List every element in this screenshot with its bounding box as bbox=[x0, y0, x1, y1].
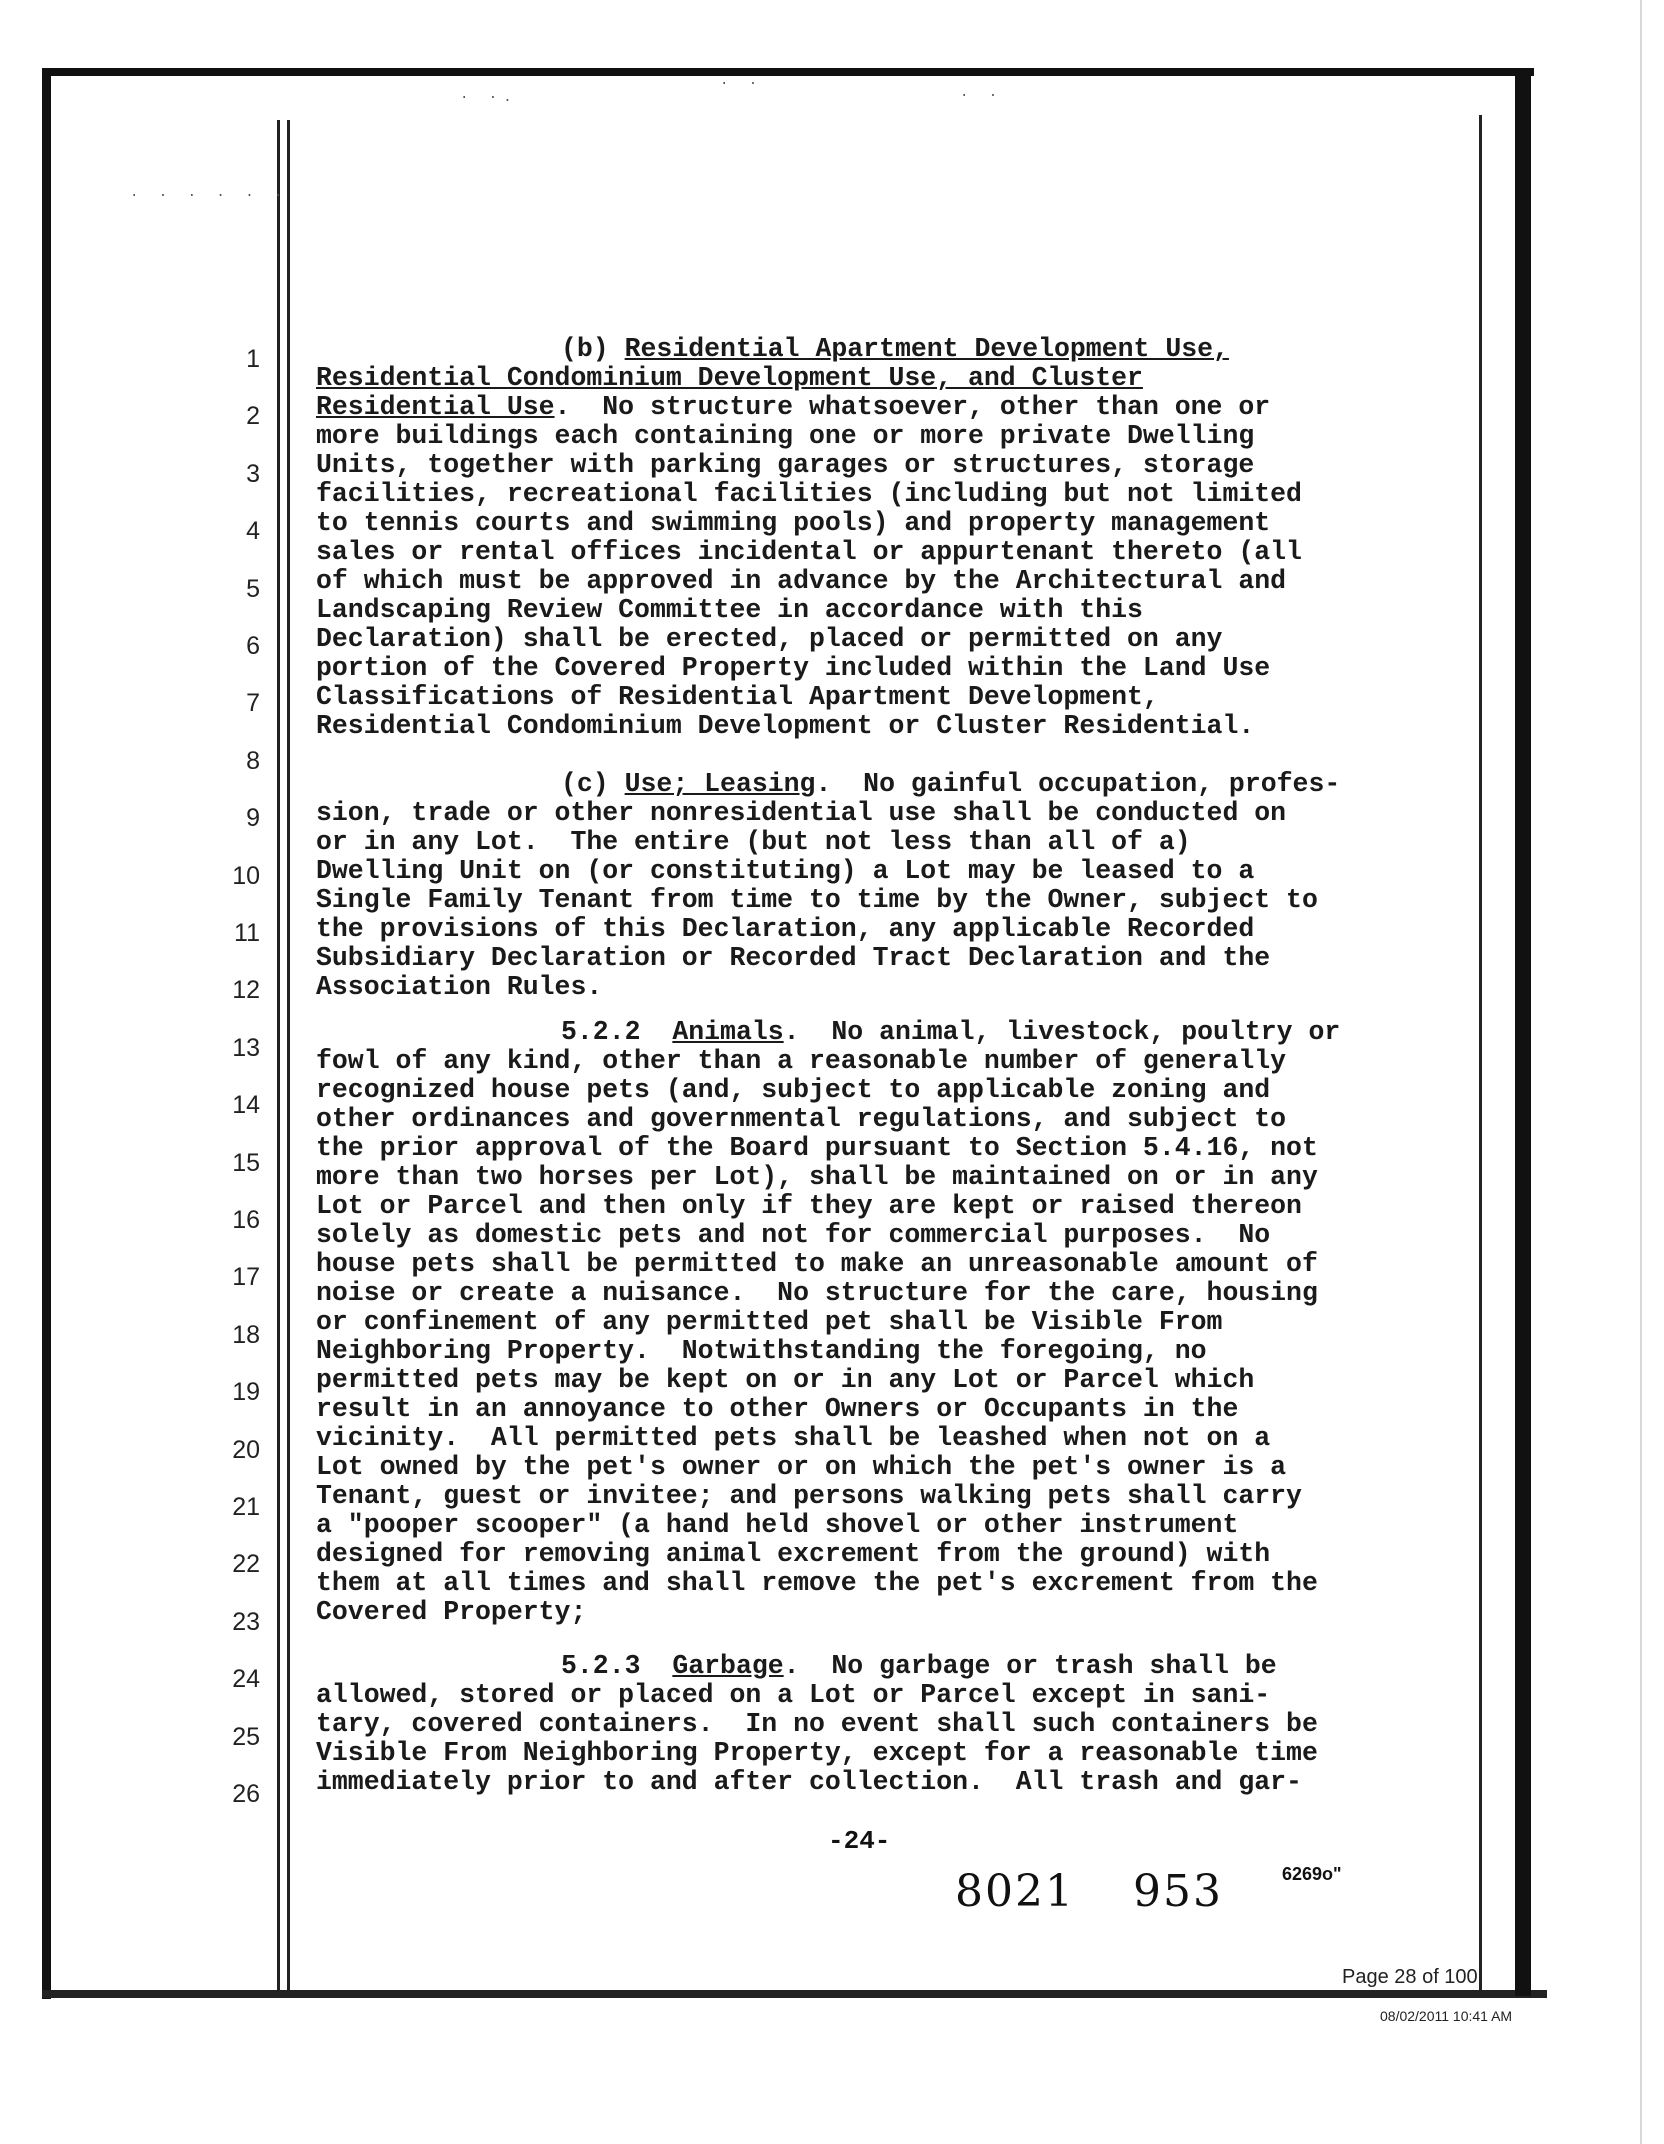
line-number: 3 bbox=[246, 459, 260, 488]
text-line bbox=[316, 480, 1302, 509]
line-number: 25 bbox=[232, 1722, 260, 1751]
line-text: Neighboring Property. Notwithstanding the foregoing, no bbox=[316, 1336, 1207, 1366]
frame-bottom-border bbox=[42, 1990, 1547, 1998]
paragraph bbox=[316, 1652, 1318, 1797]
section-label: (b) bbox=[561, 334, 625, 364]
line-number: 7 bbox=[246, 689, 260, 718]
frame-right-border bbox=[1515, 72, 1531, 1996]
line-number: 20 bbox=[232, 1435, 260, 1464]
line-text: sales or rental offices incidental or appurtenant thereto (all bbox=[316, 537, 1302, 567]
line-text: . No garbage or trash shall be bbox=[783, 1651, 1277, 1681]
line-text: of which must be approved in advance by the Architectural and bbox=[316, 566, 1287, 596]
text-line bbox=[316, 625, 1302, 654]
text-line bbox=[316, 770, 1340, 799]
text-line bbox=[316, 1511, 1340, 1540]
line-number: 10 bbox=[232, 861, 260, 890]
text-line bbox=[316, 1453, 1340, 1482]
line-text: designed for removing animal excrement from the ground) with bbox=[316, 1539, 1271, 1569]
line-number: 22 bbox=[232, 1550, 260, 1579]
text-line bbox=[316, 1424, 1340, 1453]
line-text: sion, trade or other nonresidential use shall be conducted on bbox=[316, 798, 1287, 828]
text-line bbox=[316, 654, 1302, 683]
paragraph bbox=[316, 770, 1340, 1002]
left-margin-rule bbox=[277, 120, 280, 1990]
line-text: them at all times and shall remove the pet's excrement from the bbox=[316, 1568, 1318, 1598]
text-line bbox=[316, 828, 1340, 857]
text-line bbox=[316, 857, 1340, 886]
line-text: . No structure whatsoever, other than one or bbox=[554, 392, 1271, 422]
line-text: or in any Lot. The entire (but not less than all of a) bbox=[316, 827, 1191, 857]
line-number: 18 bbox=[232, 1320, 260, 1349]
section-heading: Garbage bbox=[672, 1651, 784, 1681]
line-text: other ordinances and governmental regulations, and subject to bbox=[316, 1104, 1287, 1134]
line-text: Association Rules. bbox=[316, 972, 603, 1002]
text-line bbox=[316, 1366, 1340, 1395]
text-line bbox=[316, 364, 1302, 393]
line-text: Landscaping Review Committee in accordance with this bbox=[316, 595, 1143, 625]
text-line bbox=[316, 1395, 1340, 1424]
line-number: 13 bbox=[232, 1033, 260, 1062]
text-line bbox=[316, 1681, 1318, 1710]
text-line bbox=[316, 712, 1302, 741]
text-line bbox=[316, 1710, 1318, 1739]
text-line bbox=[316, 886, 1340, 915]
line-text: Lot or Parcel and then only if they are kept or raised thereon bbox=[316, 1191, 1302, 1221]
text-line bbox=[316, 683, 1302, 712]
text-line bbox=[316, 1337, 1340, 1366]
frame-left-border bbox=[42, 68, 51, 1999]
line-number: 9 bbox=[246, 804, 260, 833]
line-text: facilities, recreational facilities (including but not limited bbox=[316, 479, 1302, 509]
line-number: 17 bbox=[232, 1263, 260, 1292]
text-line bbox=[316, 1192, 1340, 1221]
line-text: Classifications of Residential Apartment Development, bbox=[316, 682, 1159, 712]
line-text: portion of the Covered Property included within the Land Use bbox=[316, 653, 1271, 683]
line-number: 23 bbox=[232, 1607, 260, 1636]
line-text: a "pooper scooper" (a hand held shovel or other instrument bbox=[316, 1510, 1239, 1540]
line-text: tary, covered containers. In no event shall such containers be bbox=[316, 1709, 1318, 1739]
line-text: or confinement of any permitted pet shall be Visible From bbox=[316, 1307, 1223, 1337]
text-line bbox=[316, 1482, 1340, 1511]
section-label: 5.2.2 bbox=[561, 1017, 673, 1047]
text-line bbox=[316, 1163, 1340, 1192]
line-text: . No gainful occupation, profes- bbox=[815, 769, 1341, 799]
text-line bbox=[316, 1076, 1340, 1105]
line-number: 19 bbox=[232, 1378, 260, 1407]
text-line bbox=[316, 1308, 1340, 1337]
line-text: Single Family Tenant from time to time by the Owner, subject to bbox=[316, 885, 1318, 915]
text-line bbox=[316, 1540, 1340, 1569]
line-text: allowed, stored or placed on a Lot or Parcel except in sani- bbox=[316, 1680, 1271, 1710]
page-of-total: Page 28 of 100 bbox=[1342, 1966, 1478, 1988]
text-line bbox=[316, 567, 1302, 596]
line-number: 6 bbox=[246, 632, 260, 660]
line-text: house pets shall be permitted to make an unreasonable amount of bbox=[316, 1249, 1318, 1279]
line-text: solely as domestic pets and not for commercial purposes. No bbox=[316, 1220, 1271, 1250]
line-number: 1 bbox=[246, 345, 260, 373]
recording-page-number: 953 bbox=[1133, 1866, 1223, 1917]
page-number: -24- bbox=[828, 1826, 891, 1856]
text-line bbox=[316, 538, 1302, 567]
line-text: Declaration) shall be erected, placed or permitted on any bbox=[316, 624, 1223, 654]
text-line bbox=[316, 596, 1302, 625]
section-label: 5.2.3 bbox=[561, 1651, 673, 1681]
text-line bbox=[316, 1652, 1318, 1681]
line-text: Visible From Neighboring Property, except for a reasonable time bbox=[316, 1738, 1318, 1768]
scan-speckle: · · · · · · bbox=[130, 188, 289, 204]
line-number: 8 bbox=[246, 746, 260, 775]
text-line bbox=[316, 451, 1302, 480]
line-text: Tenant, guest or invitee; and persons walking pets shall carry bbox=[316, 1481, 1302, 1511]
recording-book-number: 8021 bbox=[955, 1866, 1075, 1917]
text-line bbox=[316, 509, 1302, 538]
line-number: 21 bbox=[232, 1493, 260, 1521]
line-number: 26 bbox=[232, 1780, 260, 1808]
line-number: 5 bbox=[246, 574, 260, 603]
frame-right-inner-rule bbox=[1479, 115, 1482, 1990]
line-number: 24 bbox=[232, 1665, 260, 1694]
text-line bbox=[316, 1598, 1340, 1627]
text-line bbox=[316, 1279, 1340, 1308]
scan-speckle: · ·. bbox=[460, 90, 518, 106]
text-line bbox=[316, 1047, 1340, 1076]
text-line bbox=[316, 1134, 1340, 1163]
line-text: Units, together with parking garages or structures, storage bbox=[316, 450, 1255, 480]
frame-top-border bbox=[42, 68, 1534, 76]
line-text: vicinity. All permitted pets shall be leashed when not on a bbox=[316, 1423, 1271, 1453]
line-number: 16 bbox=[232, 1206, 260, 1234]
recording-code: 6269o" bbox=[1282, 1864, 1342, 1884]
paragraph bbox=[316, 335, 1302, 741]
line-number: 15 bbox=[232, 1148, 260, 1177]
line-text: recognized house pets (and, subject to applicable zoning and bbox=[316, 1075, 1271, 1105]
section-heading: Residential Apartment Development Use, bbox=[624, 334, 1229, 364]
section-heading: Residential Condominium Development Use, and Cluster bbox=[316, 363, 1143, 393]
section-heading: Use; Leasing bbox=[624, 769, 816, 799]
print-timestamp: 08/02/2011 10:41 AM bbox=[1380, 2008, 1513, 2024]
line-text: more buildings each containing one or more private Dwelling bbox=[316, 421, 1255, 451]
line-text: Subsidiary Declaration or Recorded Tract Declaration and the bbox=[316, 943, 1271, 973]
text-line bbox=[316, 915, 1340, 944]
line-text: to tennis courts and swimming pools) and property management bbox=[316, 508, 1271, 538]
line-number: 14 bbox=[232, 1091, 260, 1120]
line-text: Covered Property; bbox=[316, 1597, 587, 1627]
edge-line bbox=[1640, 0, 1642, 2144]
line-text: immediately prior to and after collection. All trash and gar- bbox=[316, 1767, 1302, 1797]
line-text: more than two horses per Lot), shall be maintained on or in any bbox=[316, 1162, 1318, 1192]
text-line bbox=[316, 1105, 1340, 1134]
line-text: Residential Condominium Development or Cluster Residential. bbox=[316, 711, 1255, 741]
paragraph bbox=[316, 1018, 1340, 1627]
line-number: 2 bbox=[246, 402, 260, 431]
section-heading: Animals bbox=[672, 1017, 784, 1047]
text-line bbox=[316, 1569, 1340, 1598]
text-line bbox=[316, 1768, 1318, 1797]
line-number: 4 bbox=[246, 517, 260, 546]
line-number: 11 bbox=[234, 919, 260, 947]
line-text: result in an annoyance to other Owners or Occupants in the bbox=[316, 1394, 1239, 1424]
line-text: the provisions of this Declaration, any applicable Recorded bbox=[316, 914, 1255, 944]
text-line bbox=[316, 1739, 1318, 1768]
left-margin-rule-inner bbox=[287, 120, 290, 1990]
text-line bbox=[316, 393, 1302, 422]
text-line bbox=[316, 1250, 1340, 1279]
line-text: permitted pets may be kept on or in any Lot or Parcel which bbox=[316, 1365, 1255, 1395]
text-line bbox=[316, 422, 1302, 451]
text-line bbox=[316, 799, 1340, 828]
line-text: . No animal, livestock, poultry or bbox=[783, 1017, 1341, 1047]
scan-speckle: · · bbox=[960, 88, 1004, 104]
section-heading: Residential Use bbox=[316, 392, 555, 422]
line-text: fowl of any kind, other than a reasonable number of generally bbox=[316, 1046, 1287, 1076]
section-label: (c) bbox=[561, 769, 625, 799]
text-line bbox=[316, 1018, 1340, 1047]
text-line bbox=[316, 944, 1340, 973]
line-text: noise or create a nuisance. No structure for the care, housing bbox=[316, 1278, 1318, 1308]
line-text: the prior approval of the Board pursuant to Section 5.4.16, not bbox=[316, 1133, 1318, 1163]
text-line bbox=[316, 335, 1302, 364]
text-line bbox=[316, 1221, 1340, 1250]
line-number: 12 bbox=[232, 976, 260, 1005]
text-line bbox=[316, 973, 1340, 1002]
scan-speckle: · · bbox=[720, 76, 764, 92]
line-text: Dwelling Unit on (or constituting) a Lot may be leased to a bbox=[316, 856, 1255, 886]
line-text: Lot owned by the pet's owner or on which the pet's owner is a bbox=[316, 1452, 1287, 1482]
